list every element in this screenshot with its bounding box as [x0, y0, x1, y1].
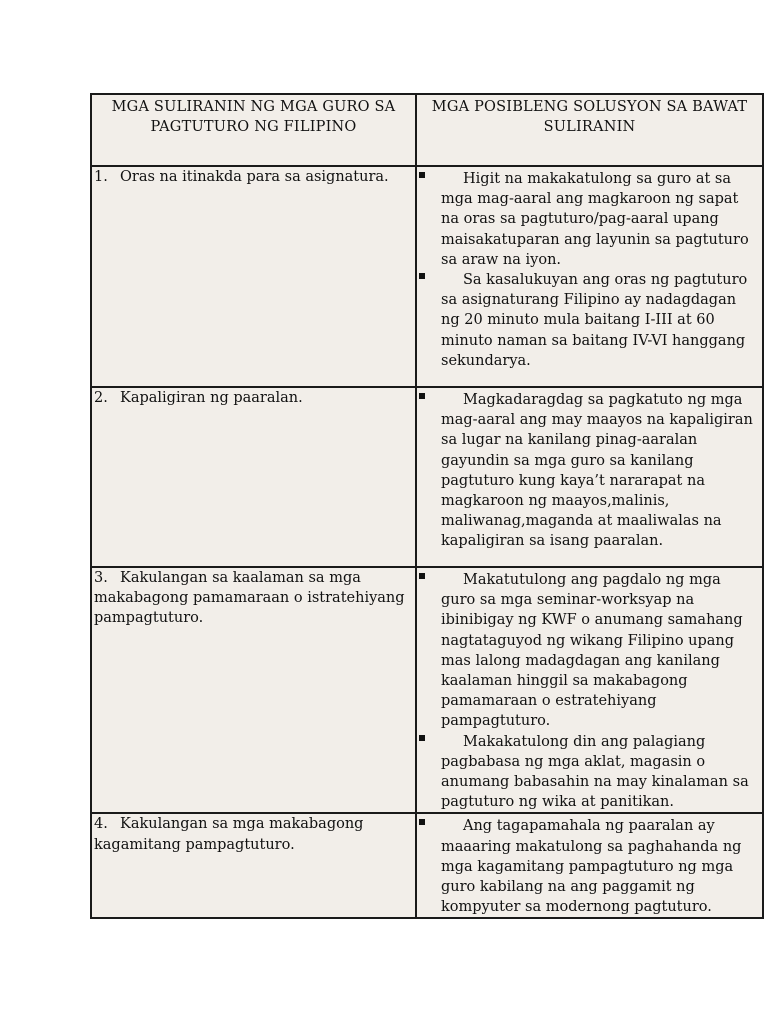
solution-item: Ang tagapamahala ng paaralan ay maaaring makatulong sa paghahanda ng mga kagamitang pampagtuturo ng mga guro kabilang na ang paggamit ng kompyuter sa modernong pagtuturo.	[441, 816, 756, 917]
solution-cell	[416, 567, 763, 813]
solution-item: Makakatulong din ang palagiang pagbabasa ng mga aklat, magasin o anumang babasahin na may kinalaman sa pagtuturo ng wika at panitikan.	[441, 732, 756, 813]
row-number: 3.	[94, 570, 108, 586]
square-bullet-icon	[419, 172, 425, 178]
square-bullet-icon	[419, 393, 425, 399]
square-bullet-icon	[419, 819, 425, 825]
square-bullet-icon	[419, 573, 425, 579]
row-number: 4.	[94, 816, 108, 833]
problem-text: Oras na itinakda para sa asignatura.	[120, 169, 389, 185]
problem-text: Kakulangan sa kaalaman sa mga makabagong pamamaraan o istratehiyang pampagtuturo.	[94, 570, 405, 627]
header-cell-solutions	[416, 94, 763, 166]
problem-text: Kapaligiran ng paaralan.	[120, 390, 303, 406]
problem-text: Kakulangan sa mga makabagong kagamitang pampagtuturo.	[94, 816, 364, 853]
problems-solutions-table	[90, 93, 764, 919]
solution-cell	[416, 387, 763, 567]
solution-item: Makatutulong ang pagdalo ng mga guro sa mga seminar-worksyap na ibinibigay ng KWF o anumang samahang nagtataguyod ng wikang Filipino upang mas lalong madagdagan ang kanilang kaalaman hinggil sa makabagong pamamaraan o estratehiyang pampagtuturo.	[441, 570, 756, 732]
problem-cell	[91, 813, 416, 918]
problem-cell	[91, 166, 416, 387]
table-row	[91, 166, 763, 387]
problem-cell	[91, 567, 416, 813]
table-header-row	[91, 94, 763, 166]
table-row	[91, 387, 763, 567]
row-number: 1.	[94, 169, 108, 185]
header-cell-problems	[91, 94, 416, 166]
solution-item: Higit na makakatulong sa guro at sa mga mag-aaral ang magkaroon ng sapat na oras sa pagtuturo/pag-aaral upang maisakatuparan ang layunin sa pagtuturo sa araw na iyon.	[441, 169, 756, 270]
square-bullet-icon	[419, 273, 425, 279]
header-solutions: MGA POSIBLENG SOLUSYON SA BAWAT SULIRANIN	[431, 99, 748, 135]
square-bullet-icon	[419, 735, 425, 741]
solution-cell	[416, 813, 763, 918]
table-row	[91, 567, 763, 813]
solution-cell	[416, 166, 763, 387]
solution-item: Magkadaragdag sa pagkatuto ng mga mag-aaral ang may maayos na kapaligiran sa lugar na kanilang pinag-aaralan gayundin sa mga guro sa kanilang pagtuturo kung kaya’t nararapat na magkaroon ng maayos,malinis, maliwanag,maganda at maaliwalas na kapaligiran sa isang paaralan.	[441, 390, 756, 552]
header-problems: MGA SULIRANIN NG MGA GURO SA PAGTUTURO NG FILIPINO	[111, 99, 396, 135]
problem-cell	[91, 387, 416, 567]
table-row	[91, 813, 763, 918]
row-number: 2.	[94, 390, 108, 406]
solution-item: Sa kasalukuyan ang oras ng pagtuturo sa asignaturang Filipino ay nadagdagan ng 20 minuto mula baitang I-III at 60 minuto naman sa baitang IV-VI hanggang sekundarya.	[441, 270, 756, 371]
